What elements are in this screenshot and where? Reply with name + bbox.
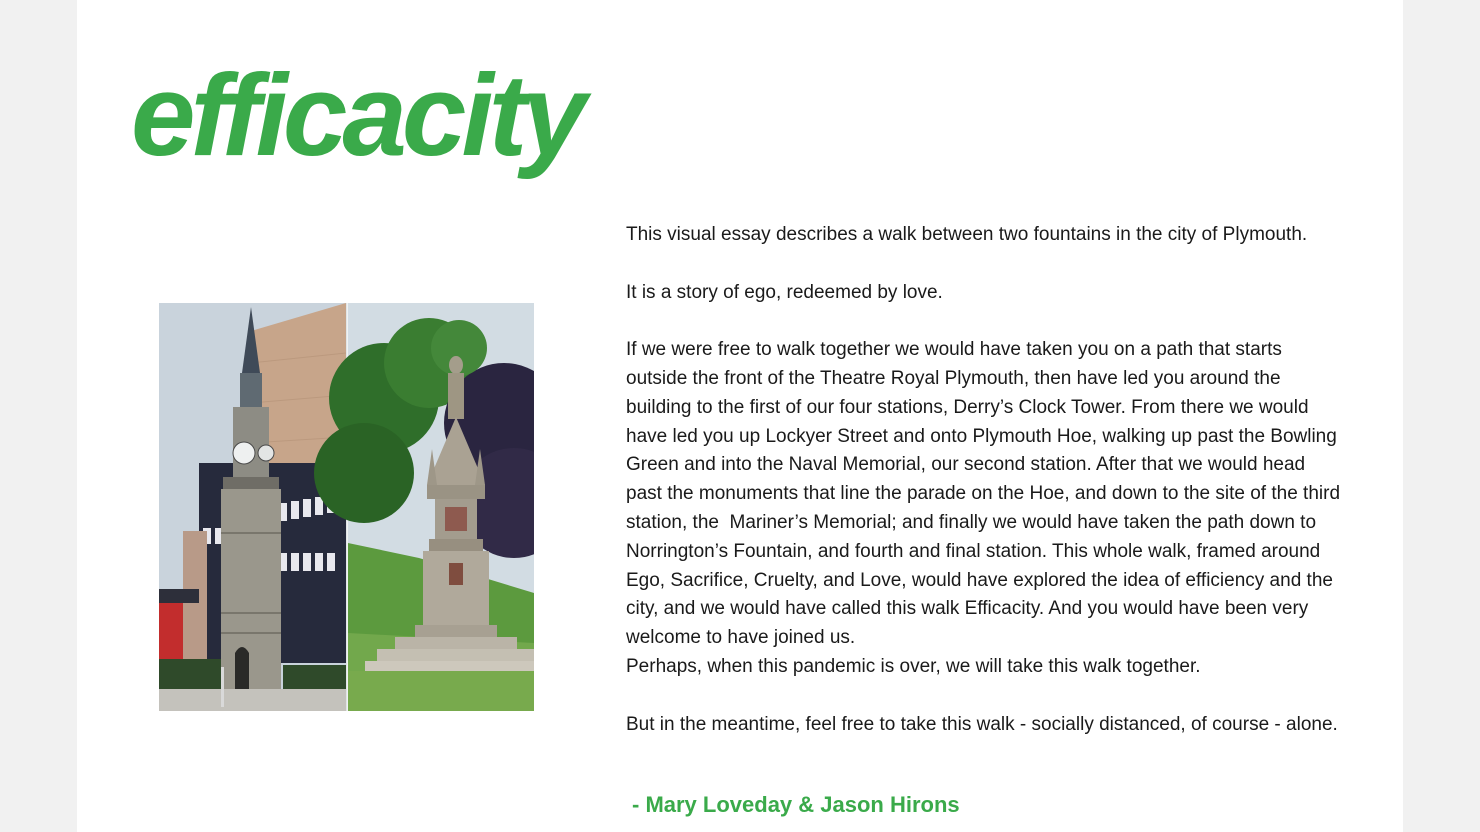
- essay-paragraph-story: It is a story of ego, redeemed by love.: [626, 281, 943, 303]
- photo-illustration: [159, 303, 534, 711]
- essay-text: [626, 221, 1386, 739]
- walk-line: Norrington’s Fountain, and fourth and final station. This whole walk, framed around: [626, 540, 1321, 562]
- walk-line: welcome to have joined us.: [626, 627, 856, 649]
- walk-line: have led you up Lockyer Street and onto Plymouth Hoe, walking up past the Bowling: [626, 425, 1337, 447]
- paragraph-gap: [626, 682, 1386, 711]
- walk-line: past the monuments that line the parade on the Hoe, and down to the site of the third: [626, 483, 1341, 505]
- essay-page: [77, 0, 1403, 832]
- essay-paragraph-alone: But in the meantime, feel free to take this walk - socially distanced, of course - alone.: [626, 713, 1338, 735]
- clock-tower-image: [159, 303, 346, 711]
- walk-line: station, the Mariner’s Memorial; and finally we would have taken the path down to: [626, 511, 1317, 533]
- walk-line: city, and we would have called this walk Efficacity. And you would have been very: [626, 598, 1309, 620]
- walk-line: If we were free to walk together we would have taken you on a path that starts: [626, 339, 1282, 361]
- walk-line: Green and into the Naval Memorial, our second station. After that we would head: [626, 454, 1306, 476]
- essay-paragraph-pandemic: Perhaps, when this pandemic is over, we will take this walk together.: [626, 655, 1201, 677]
- walk-line: outside the front of the Theatre Royal Plymouth, then have led you around the: [626, 367, 1281, 389]
- essay-paragraph-walk: [626, 336, 1386, 653]
- walk-line: building to the first of our four stations, Derry’s Clock Tower. From there we would: [626, 396, 1309, 418]
- essay-paragraph-intro: This visual essay describes a walk between two fountains in the city of Plymouth.: [626, 224, 1308, 245]
- walk-line: Ego, Sacrifice, Cruelty, and Love, would have explored the idea of efficiency and the: [626, 569, 1333, 591]
- paragraph-gap: [626, 307, 1386, 336]
- tower-and-fountain-photo: [159, 303, 534, 711]
- site-title: efficacity: [131, 50, 582, 180]
- author-signature: - Mary Loveday & Jason Hirons: [632, 792, 960, 817]
- paragraph-gap: [626, 250, 1386, 279]
